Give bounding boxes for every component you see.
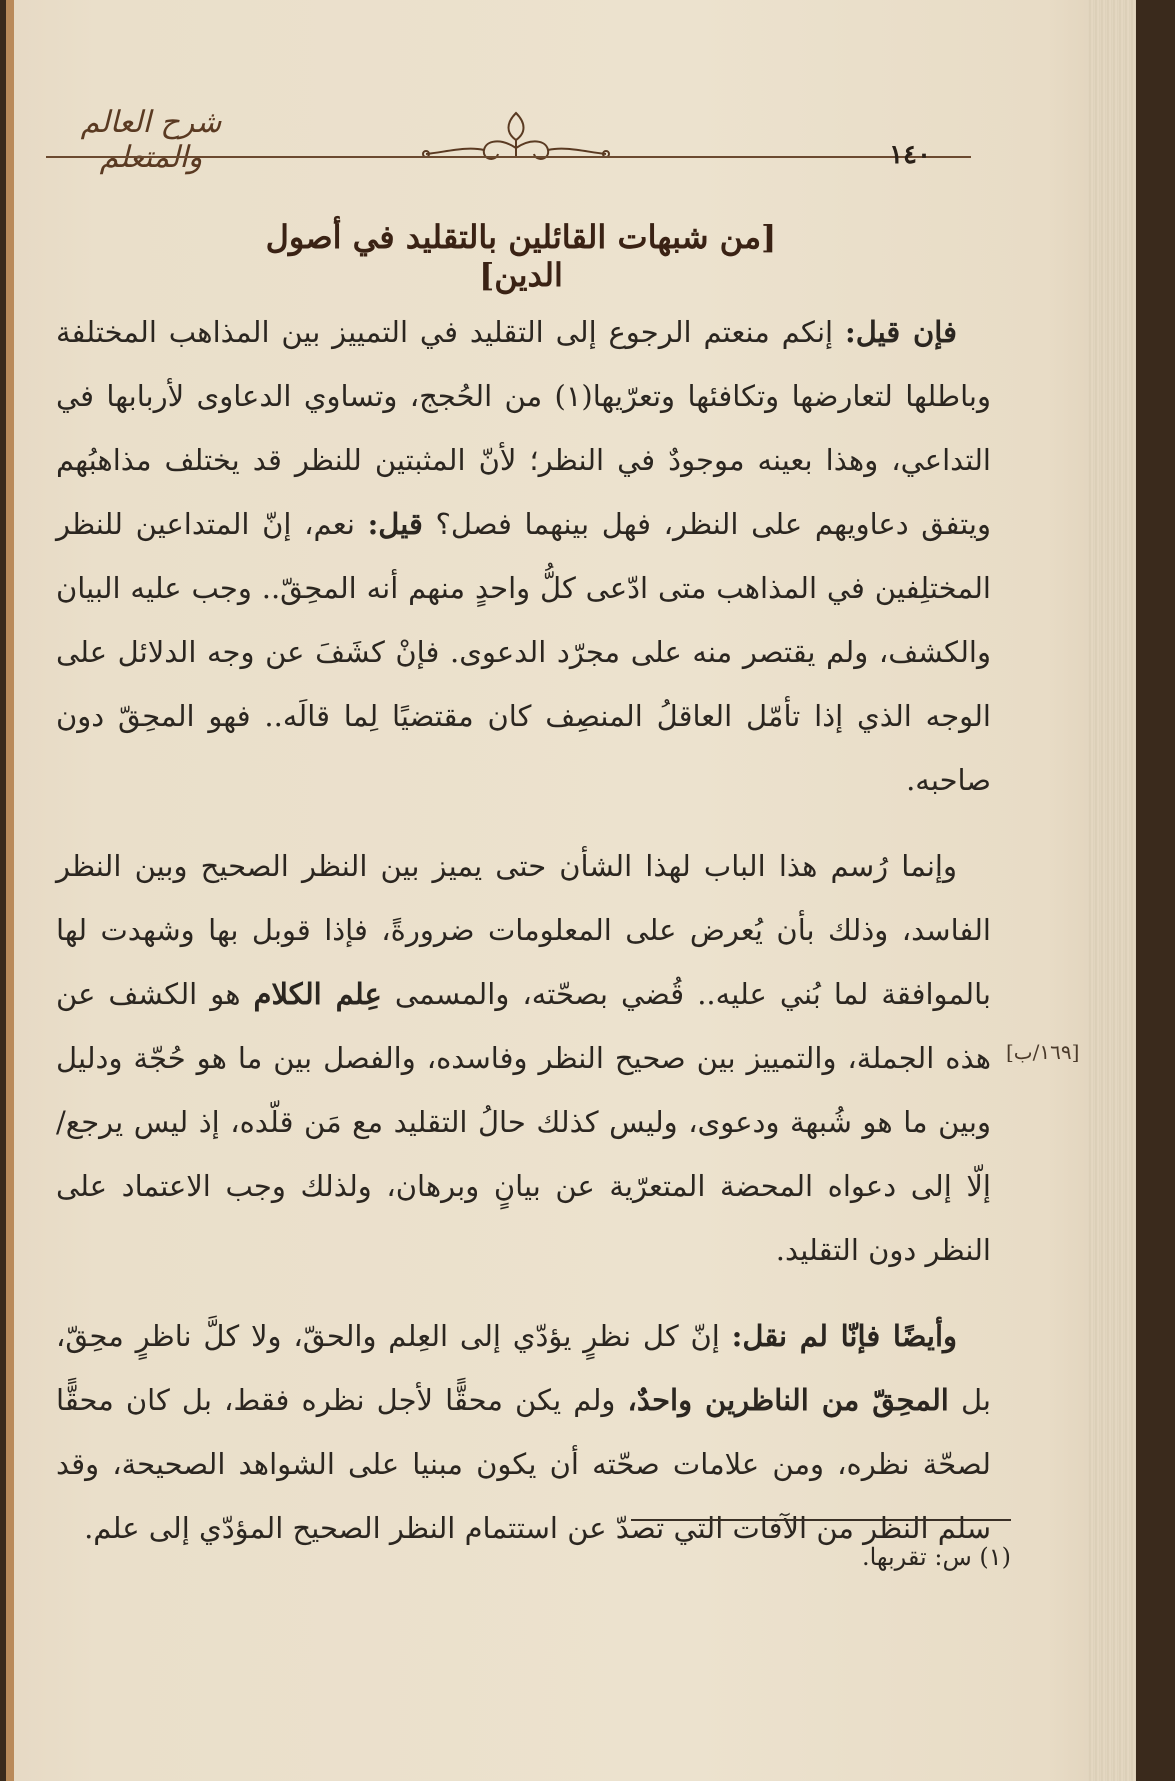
header-rule — [46, 156, 971, 158]
paragraph-2-bold: عِلم الكلام — [253, 977, 382, 1011]
section-heading: [من شبهات القائلين بالتقليد في أصول الدين] — [265, 218, 777, 294]
paragraph-3-text: إنّ كل نظرٍ يؤدّي إلى العِلم والحقّ، ولا كلَّ ناظرٍ محِقّ، بل — [56, 1319, 991, 1417]
footnote-rule — [631, 1519, 1011, 1521]
running-header-title: شرح العالم والمتعلم — [80, 105, 222, 175]
footnote: (١) س: تقربها. — [861, 1543, 1011, 1571]
ornament-icon — [406, 108, 626, 178]
page-edges — [1088, 0, 1136, 1781]
page-number: ١٤٠ — [889, 140, 931, 170]
paragraph-1-lead: فإن قيل: — [844, 315, 958, 349]
paragraph-3-lead: وأيضًا فإنّا لم نقل: — [731, 1319, 957, 1353]
paragraph-2-text-after: هو الكشف عن هذه الجملة، والتمييز بين صحيح النظر وفاسده، والفصل بين ما هو حُجّة ودليل وبين ما هو شُبهة ودعوى، وليس كذلك حالُ التقليد مع مَن قلّده، إذ ليس يرجع/ إلّا إلى دعواه المحضة المتعرّية عن بيانٍ وبرهان، ولذلك وجب الاعتماد على النظر دون التقليد. — [56, 977, 991, 1267]
paragraph-2 — [56, 834, 991, 1282]
paragraph-3-bold: المحِقّ من الناظرين واحدٌ، — [627, 1383, 949, 1417]
paragraph-1-text2: نعم، إنّ المتداعين للنظر المختلِفين في المذاهب متى ادّعى كلُّ واحدٍ منهم أنه المحِقّ.. وجب عليه البيان والكشف، ولم يقتصر منه على مجرّد الدعوى. فإنْ كشَفَ عن وجه الدلائل على الوجه الذي إذا تأمّل العاقلُ المنصِف كان مقتضيًا لِما قالَه.. فهو المحِقّ دون صاحبه. — [56, 507, 991, 797]
margin-folio-note: [١٦٩/ب] — [1006, 1040, 1080, 1064]
paragraph-3-text-after: ولم يكن محقًّا لأجل نظره فقط، بل كان محقًّا لصحّة نظره، ومن علامات صحّته أن يكون مبنيا على الشواهد الصحيحة، وقد سلم النظر من الآفات التي تصدّ عن استتمام النظر الصحيح المؤدّي إلى علم. — [56, 1383, 991, 1545]
paragraph-1-lead2: قيل: — [367, 507, 423, 541]
paragraph-1 — [56, 300, 991, 812]
paragraph-3 — [56, 1304, 991, 1560]
paragraph-1-text: إنكم منعتم الرجوع إلى التقليد في التمييز بين المذاهب المختلفة وباطلها لتعارضها وتكافئها وتعرّيها(١) من الحُجج، وتساوي الدعاوى لأربابها في التداعي، وهذا بعينه موجودٌ في النظر؛ لأنّ المثبتين للنظر قد يختلف مذاهبُهم ويتفق دعاويهم على النظر، فهل بينهما فصل؟ — [56, 315, 991, 541]
body-text — [56, 300, 991, 1582]
paragraph-2-text: وإنما رُسم هذا الباب لهذا الشأن حتى يميز بين النظر الصحيح وبين النظر الفاسد، وذلك بأن يُعرض على المعلومات ضرورةً، فإذا قوبل بها وشهدت لها بالموافقة لما بُني عليه.. قُضي بصحّته، والمسمى — [56, 849, 991, 1011]
page-binding — [6, 0, 14, 1781]
book-page — [6, 0, 1136, 1781]
